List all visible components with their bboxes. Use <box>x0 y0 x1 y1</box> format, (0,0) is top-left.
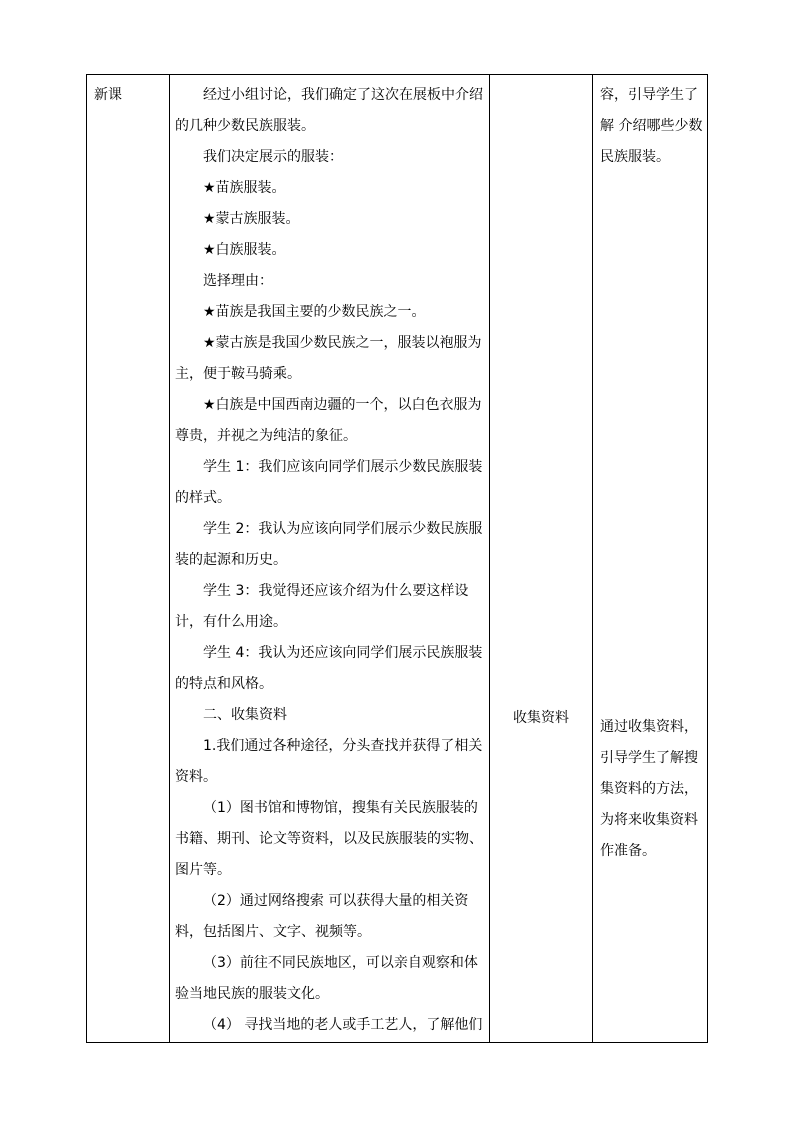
content-paragraph: 经过小组讨论，我们确定了这次在展板中介绍的几种少数民族服装。 <box>175 87 483 134</box>
content-paragraph: 学生 1：我们应该向同学们展示少数民族服装的样式。 <box>175 459 483 506</box>
content-paragraph: ★蒙古族服装。 <box>203 211 300 227</box>
table-row <box>87 75 708 1043</box>
content-paragraph: ★苗族服装。 <box>203 180 286 196</box>
note-top: 容，引导学生了解 介绍哪些少数民族服装。 <box>600 87 703 165</box>
content-paragraph: ★苗族是我国主要的少数民族之一。 <box>203 304 426 320</box>
content-paragraph: 学生 4：我认为还应该向同学们展示民族服装的特点和风格。 <box>175 645 483 692</box>
content-paragraph: 我们决定展示的服装： <box>203 149 343 165</box>
content-paragraph: 1.我们通过各种途径，分头查找并获得了相关资料。 <box>175 738 483 785</box>
lesson-plan-table <box>86 74 708 1043</box>
activity-label: 收集资料 <box>513 710 569 726</box>
content-paragraph: （2）通过网络搜索 可以获得大量的相关资料，包括图片、文字、视频等。 <box>175 893 469 940</box>
section-label-cell <box>87 75 170 1043</box>
section-label: 新课 <box>94 87 122 103</box>
content-paragraph: （3）前往不同民族地区，可以亲自观察和体验当地民族的服装文化。 <box>175 955 478 1002</box>
content-cell <box>170 75 490 1043</box>
content-paragraph: ★白族是中国西南边疆的一个，以白色衣服为尊贵，并视之为纯洁的象征。 <box>175 397 482 444</box>
content-paragraph: （4） 寻找当地的老人或手工艺人，了解他们 <box>203 1017 483 1033</box>
content-paragraph: 学生 3：我觉得还应该介绍为什么要这样设计，有什么用途。 <box>175 583 469 630</box>
note-cell <box>593 75 708 1043</box>
section-heading: 二、收集资料 <box>203 707 287 723</box>
content-paragraph: （1）图书馆和博物馆，搜集有关民族服装的书籍、期刊、论文等资料，以及民族服装的实物、图片等。 <box>175 800 483 878</box>
note-bottom: 通过收集资料，引导学生了解搜集资料的方法，为将来收集资料作准备。 <box>600 719 698 859</box>
content-paragraph: 选择理由： <box>203 273 273 289</box>
content-paragraph: 学生 2：我认为应该向同学们展示少数民族服装的起源和历史。 <box>175 521 483 568</box>
content-paragraph: ★蒙古族是我国少数民族之一，服装以袍服为主，便于鞍马骑乘。 <box>175 335 482 382</box>
activity-cell <box>490 75 593 1043</box>
content-paragraph: ★白族服装。 <box>203 242 286 258</box>
